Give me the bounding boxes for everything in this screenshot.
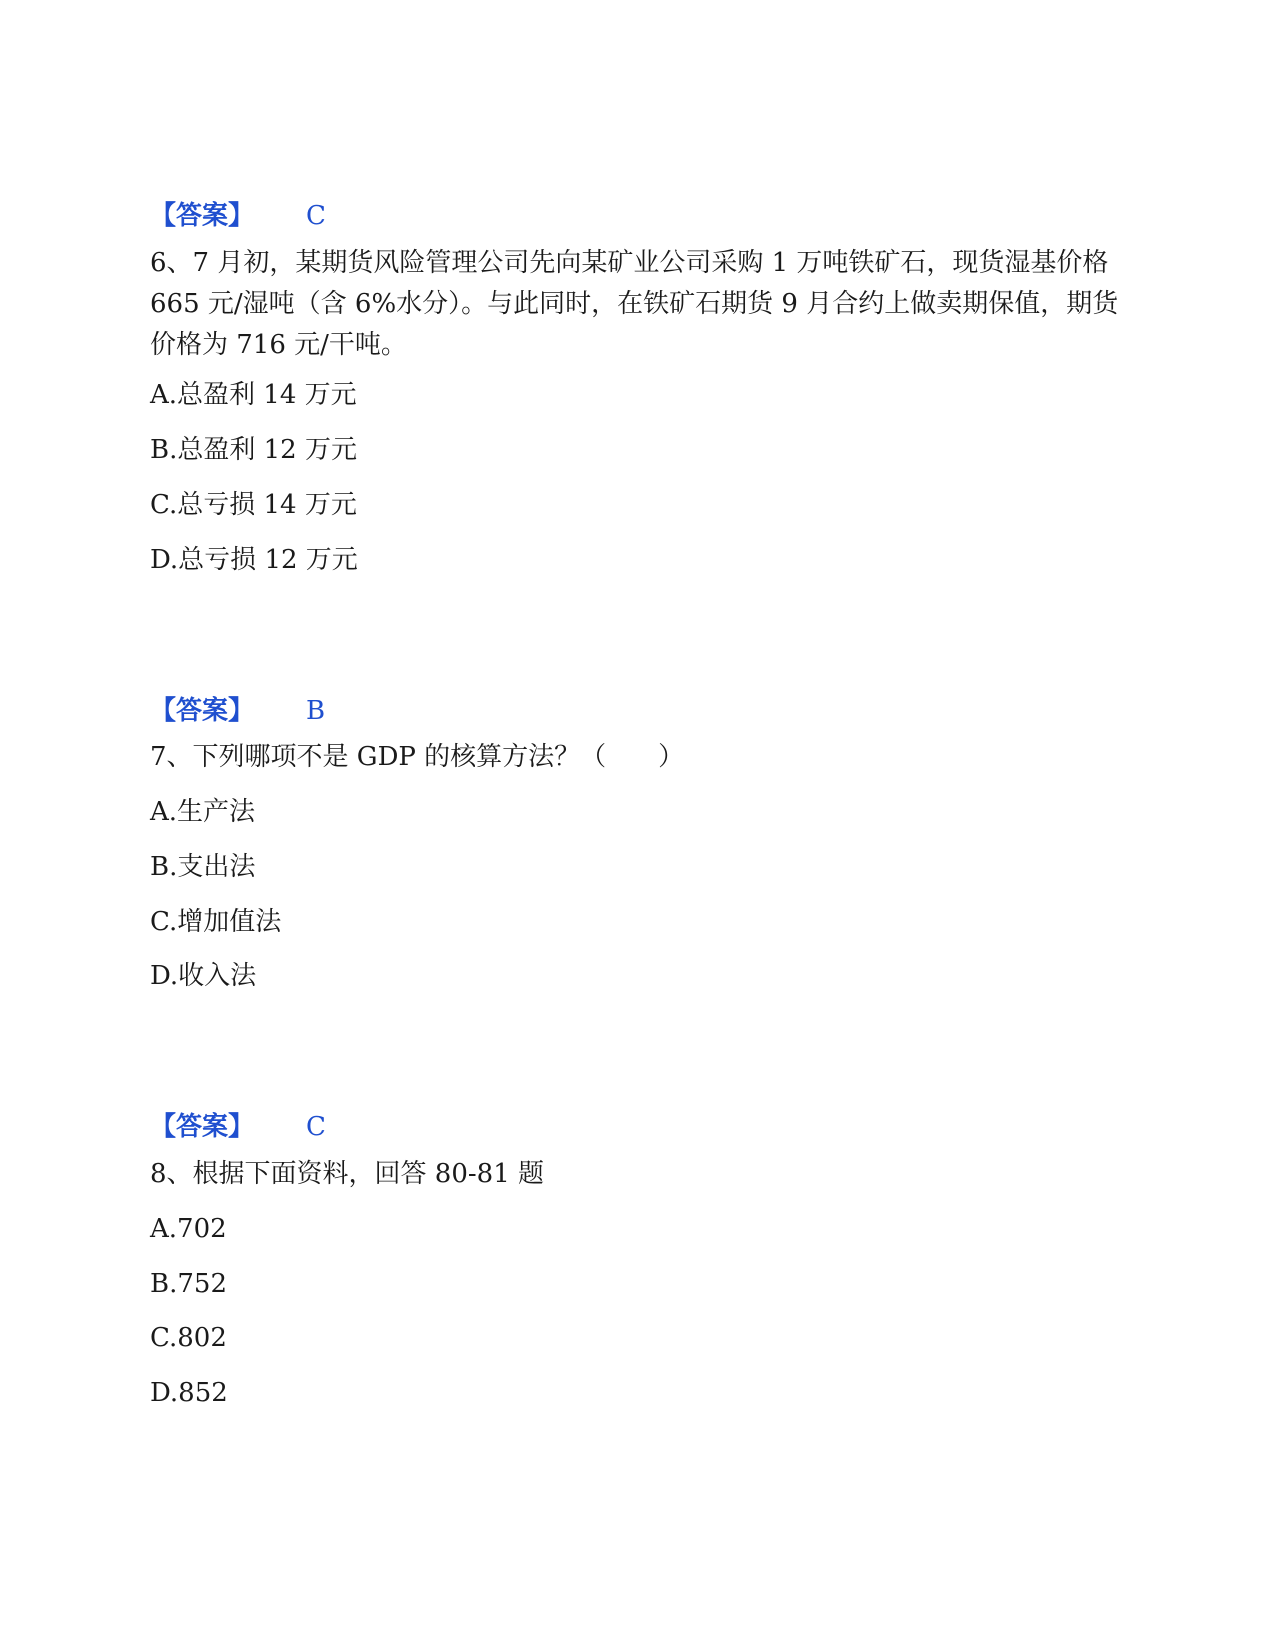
answer-value: C bbox=[306, 1112, 326, 1142]
option-b: B.752 bbox=[150, 1269, 227, 1299]
answer-label: 【答案】 bbox=[150, 1112, 255, 1142]
option-c: C.总亏损 14 万元 bbox=[150, 490, 357, 520]
answer-label: 【答案】 bbox=[150, 696, 255, 726]
answer-label: 【答案】 bbox=[150, 201, 255, 231]
answer-value: B bbox=[306, 696, 326, 726]
option-a: A.总盈利 14 万元 bbox=[150, 380, 357, 410]
option-a: A.生产法 bbox=[150, 797, 256, 827]
option-d: D.收入法 bbox=[150, 961, 257, 991]
answer-line bbox=[150, 691, 325, 731]
answer-line bbox=[150, 196, 326, 236]
option-b: B.支出法 bbox=[150, 852, 256, 882]
option-b: B.总盈利 12 万元 bbox=[150, 435, 357, 465]
answer-line bbox=[150, 1107, 326, 1147]
question-text: 7、下列哪项不是 GDP 的核算方法？（ ） bbox=[150, 742, 685, 772]
option-d: D.总亏损 12 万元 bbox=[150, 545, 358, 575]
question-text: 6、7 月初，某期货风险管理公司先向某矿业公司采购 1 万吨铁矿石，现货湿基价格 665 元/湿吨（含 6%水分）。与此同时，在铁矿石期货 9 月合约上做卖期保值，期货价格为 716 元/干吨。 bbox=[150, 248, 1119, 360]
option-a: A.702 bbox=[150, 1214, 227, 1244]
option-c: C.802 bbox=[150, 1323, 227, 1353]
question-text: 8、根据下面资料，回答 80-81 题 bbox=[150, 1159, 545, 1189]
option-d: D.852 bbox=[150, 1378, 228, 1408]
option-c: C.增加值法 bbox=[150, 907, 282, 937]
answer-value: C bbox=[306, 201, 326, 231]
